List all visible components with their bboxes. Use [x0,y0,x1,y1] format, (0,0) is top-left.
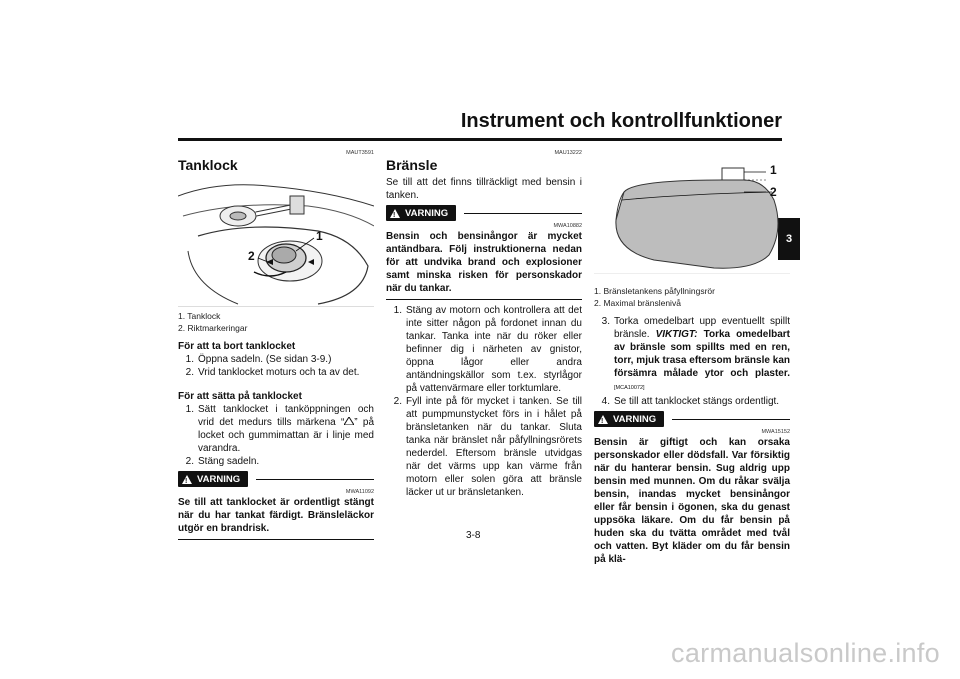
section-heading: Tanklock [178,157,238,173]
warning-header [178,471,374,487]
caption-item: 2. Riktmarkeringar [178,323,248,333]
list-item: 4. Se till att tanklocket stängs ordentligt. [601,396,780,407]
figure-caption [178,310,374,334]
fuel-tank-cross-section [594,150,790,274]
warning-header [386,205,582,221]
warning-badge: ! VARNING [178,471,248,487]
fuel-tank-figure [594,150,790,274]
figure-label-1: 1 [316,229,323,243]
section-code: MAU13222 [554,150,582,156]
intro-text: Se till att det finns tillräckligt med bensin i tanken. [386,177,582,201]
remove-subheading: För att ta bort tanklocket [178,341,296,352]
list-item: 2. Vrid tanklocket moturs och ta av det. [185,367,360,378]
figure-label-2: 2 [770,185,777,199]
chapter-tab: 3 [778,218,800,260]
warning-header [594,411,790,427]
caption-item: 1. Bränsletankens påfyllningsrör [594,286,715,296]
page-number: 3-8 [466,530,481,541]
fuel-cap-illustration [178,176,374,306]
warning-badge: ! VARNING [594,411,664,427]
warning-code: MWA11092 [345,489,374,495]
warning-icon [598,415,608,424]
column-tanklock [178,150,374,544]
column-bransle [386,150,582,499]
section-code: MAUT3591 [346,150,374,156]
title-rule [178,138,782,141]
figure-caption [594,285,790,309]
warning-text: Se till att tanklocket är ordentligt stängt när du har tankat färdigt. Bränsleläckor utgör en brandrisk. [178,497,374,534]
column-continued [594,150,790,566]
fit-subheading: För att sätta på tanklocket [178,391,302,402]
caption-item: 2. Maximal bränslenivå [594,298,681,308]
warning-code: MWA10882 [553,223,582,229]
warning-text: Bensin är giftigt och kan orsaka personskador eller dödsfall. Var försiktig när du hanterar bensin. Sug aldrig upp bensin med munnen. Om du råkar svälja bensin, inandas mycket bensinångor eller får bensin i ögonen, ska du genast uppsöka läkare. Om du får bensin på huden ska du tvätta området med tvål och vatten. Byt kläder om du får bensin på klä- [594,437,790,565]
fuel-cap-figure [178,176,374,307]
warning-code: MWA15152 [761,429,790,435]
list-item: 2. Fyll inte på för mycket i tanken. Se till att pumpmunstycket förs in i hålet på bränsletanken när du tankar. Sluta tanka när bränslet når påfyllningsrörets nederdel. Eftersom bränsle utvidgas när det värms upp kan värme från motorn eller solen göra att bränsle läcker ut ur bränsletanken. [393,396,582,498]
list-item: 3. Torka omedelbart upp eventuellt spillt bränsle. VIKTIGT: Torka omedelbart av bränsle som spillts med en ren, torr, mjuk trasa eftersom bränsle kan försämra målade ytor och plaster.[MCA10072] [601,316,790,391]
warning-icon [182,475,192,484]
list-item: 1. Stäng av motorn och kontrollera att det inte sitter någon på fordonet innan du tankar. Tanka inte när du röker eller befinner dig i närheten av gnistor, öppna lågor eller andra antändningskällor som t.ex. styrlågor på vattenvärmare eller torktumlare. [393,305,582,394]
page-title: Instrument och kontrollfunktioner [460,110,782,132]
warning-badge: ! VARNING [386,205,456,221]
section-heading: Bränsle [386,157,438,173]
list-item: 2. Stäng sadeln. [185,456,260,467]
figure-label-1: 1 [770,163,777,177]
warning-text: Bensin och bensinångor är mycket antändbara. Följ instruktionerna nedan för att undvika brand och explosioner samt minska risken för personskador när du tankar. [386,231,582,294]
watermark: carmanualsonline.info [671,638,940,668]
warning-icon [390,209,400,218]
caption-item: 1. Tanklock [178,311,221,321]
list-item: 1. Öppna sadeln. (Se sidan 3-9.) [185,354,332,365]
figure-label-2: 2 [248,249,255,263]
triangle-mark-icon [344,417,354,425]
list-item: 1. Sätt tanklocket i tanköppningen och vrid det medurs tills märkena “ ” på locket och gummimattan är i linje med varandra. [185,404,374,454]
